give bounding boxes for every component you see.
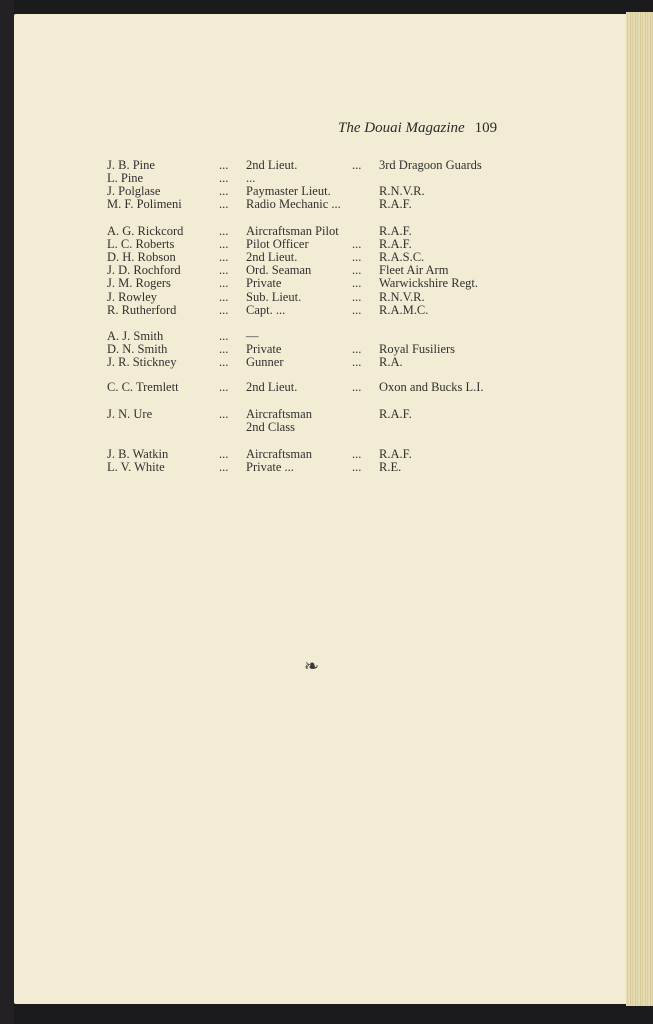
leader-dots: ... [352,460,362,474]
leader-dots: ... [352,263,362,277]
service-name: J. B. Pine [107,158,155,172]
service-name: J. D. Rochford [107,263,181,277]
service-name: A. G. Rickcord [107,224,184,238]
service-unit: R.A.S.C. [379,250,425,264]
service-rank: Private [246,276,282,290]
service-rank: 2nd Lieut. [246,250,298,264]
list-item [0,276,653,290]
service-rank: Capt. ... [246,303,286,317]
service-unit: Oxon and Bucks L.I. [379,380,484,394]
leader-dots: ... [352,290,362,304]
service-name: R. Rutherford [107,303,177,317]
leader-dots: ... [219,342,229,356]
service-rank: Gunner [246,355,284,369]
ornament-icon: ❧ [304,656,320,677]
service-name: L. Pine [107,171,144,185]
service-unit: Warwickshire Regt. [379,276,478,290]
service-unit: R.N.V.R. [379,290,425,304]
list-item [0,329,653,343]
list-item [0,460,653,474]
service-name: A. J. Smith [107,329,164,343]
magazine-title: The Douai Magazine [338,120,465,136]
leader-dots: ... [219,329,229,343]
service-rank: 2nd Class [246,420,295,434]
list-item [0,342,653,356]
leader-dots: ... [352,250,362,264]
service-rank: ... [246,171,256,185]
leader-dots: ... [352,342,362,356]
service-unit: R.A.M.C. [379,303,429,317]
leader-dots: ... [352,276,362,290]
service-unit: R.A.F. [379,447,412,461]
service-rank: Sub. Lieut. [246,290,302,304]
list-item [0,303,653,317]
service-unit: R.A.F. [379,197,412,211]
service-rank: Aircraftsman [246,407,312,421]
service-unit: R.A.F. [379,224,412,238]
service-name: C. C. Tremlett [107,380,179,394]
service-rank: Ord. Seaman [246,263,312,277]
service-unit: R.A. [379,355,403,369]
service-rank: Paymaster Lieut. [246,184,331,198]
service-rank: Aircraftsman [246,447,312,461]
leader-dots: ... [219,224,229,238]
service-name: J. N. Ure [107,407,153,421]
list-item [0,184,653,198]
service-rank: Private ... [246,460,294,474]
list-item [0,380,653,394]
leader-dots: ... [352,447,362,461]
book-spine [0,0,14,1024]
leader-dots: ... [352,237,362,251]
list-item [0,158,653,172]
leader-dots: ... [219,290,229,304]
service-unit: R.E. [379,460,402,474]
service-name: J. B. Watkin [107,447,169,461]
service-rank: 2nd Lieut. [246,380,298,394]
list-item [0,197,653,211]
leader-dots: ... [219,184,229,198]
service-name: J. Polglase [107,184,161,198]
list-item [0,237,653,251]
list-item [0,355,653,369]
leader-dots: ... [352,355,362,369]
leader-dots: ... [352,158,362,172]
leader-dots: ... [219,380,229,394]
service-name: D. N. Smith [107,342,168,356]
service-rank: — [246,329,259,343]
leader-dots: ... [219,171,229,185]
leader-dots: ... [352,303,362,317]
leader-dots: ... [219,197,229,211]
leader-dots: ... [219,263,229,277]
service-unit: Royal Fusiliers [379,342,456,356]
list-item [0,290,653,304]
list-item [0,407,653,421]
service-rank: Aircraftsman Pilot [246,224,339,238]
service-name: J. Rowley [107,290,157,304]
service-unit: Fleet Air Arm [379,263,449,277]
service-unit: R.A.F. [379,237,412,251]
page-number: 109 [474,120,498,136]
running-header [338,120,528,137]
leader-dots: ... [219,355,229,369]
service-name: J. R. Stickney [107,355,177,369]
service-rank: Pilot Officer [246,237,309,251]
service-name: L. C. Roberts [107,237,175,251]
list-item [0,171,653,185]
service-rank: 2nd Lieut. [246,158,298,172]
leader-dots: ... [219,237,229,251]
leader-dots: ... [219,460,229,474]
service-name: M. F. Polimeni [107,197,182,211]
list-item [0,224,653,238]
leader-dots: ... [219,158,229,172]
list-item [0,420,653,434]
service-rank: Radio Mechanic ... [246,197,341,211]
list-item [0,250,653,264]
service-name: L. V. White [107,460,165,474]
service-rank: Private [246,342,282,356]
service-name: D. H. Robson [107,250,176,264]
list-item [0,447,653,461]
leader-dots: ... [219,447,229,461]
leader-dots: ... [219,407,229,421]
list-item [0,263,653,277]
leader-dots: ... [352,380,362,394]
leader-dots: ... [219,303,229,317]
service-unit: 3rd Dragoon Guards [379,158,482,172]
service-unit: R.A.F. [379,407,412,421]
leader-dots: ... [219,276,229,290]
service-unit: R.N.V.R. [379,184,425,198]
leader-dots: ... [219,250,229,264]
service-name: J. M. Rogers [107,276,171,290]
